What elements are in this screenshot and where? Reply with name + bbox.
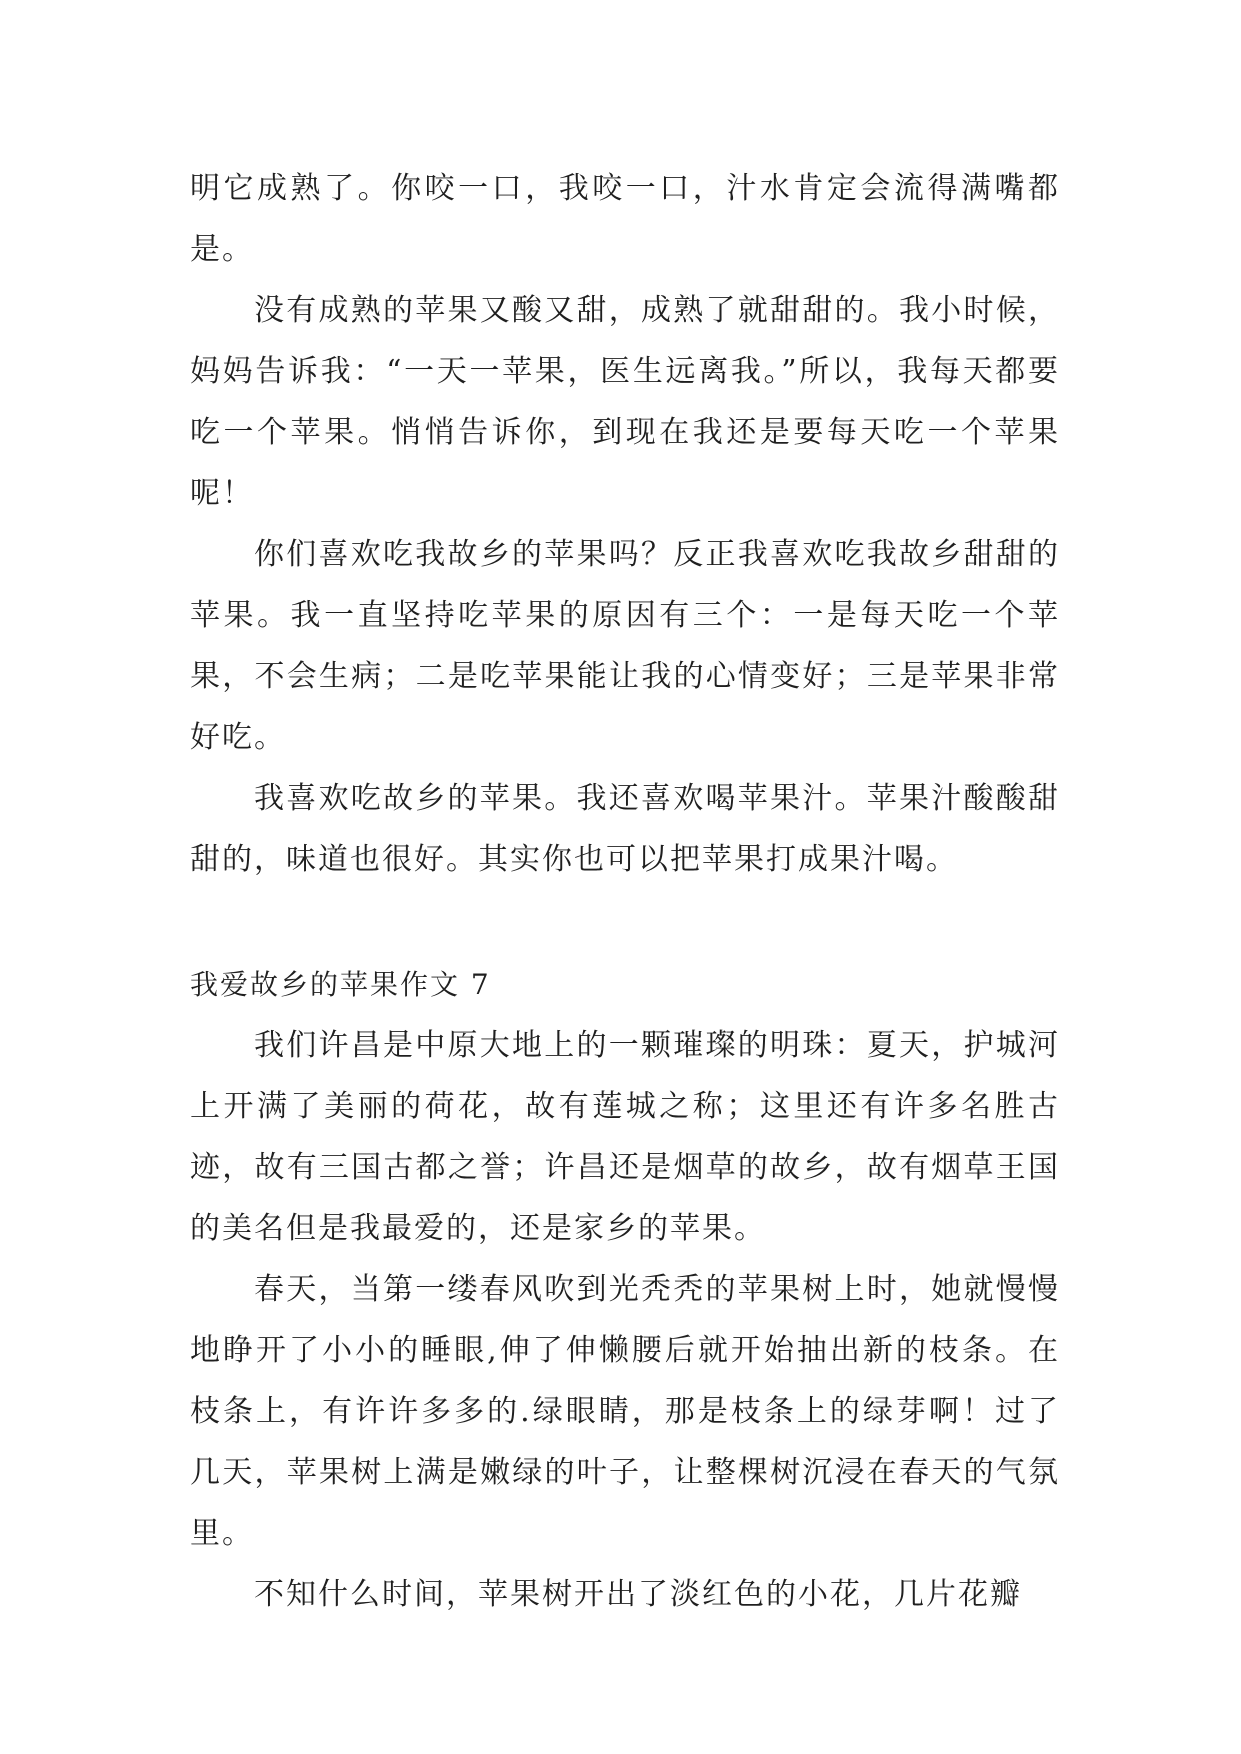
- paragraph: 我喜欢吃故乡的苹果。我还喜欢喝苹果汁。苹果汁酸酸甜甜的，味道也很好。其实你也可以把苹果打成果汁喝。: [190, 781, 1060, 877]
- paragraph: 不知什么时间，苹果树开出了淡红色的小花，几片花瓣: [254, 1577, 1022, 1612]
- paragraph: 明它成熟了。你咬一口，我咬一口，汁水肯定会流得满嘴都是。: [190, 171, 1060, 267]
- paragraph: 我们许昌是中原大地上的一颗璀璨的明珠：夏天，护城河上开满了美丽的荷花，故有莲城之称；这里还有许多名胜古迹，故有三国古都之誉；许昌还是烟草的故乡，故有烟草王国的美名但是我最爱的，还是家乡的苹果。: [190, 1028, 1060, 1246]
- paragraph: 春天，当第一缕春风吹到光秃秃的苹果树上时，她就慢慢地睁开了小小的睡眼,伸了伸懒腰后就开始抽出新的枝条。在枝条上，有许许多多的.绿眼睛，那是枝条上的绿芽啊！过了几天，苹果树上满是嫩绿的叶子，让整棵树沉浸在春天的气氛里。: [190, 1272, 1060, 1551]
- paragraph: 没有成熟的苹果又酸又甜，成熟了就甜甜的。我小时候，妈妈告诉我：“一天一苹果，医生远离我。”所以，我每天都要吃一个苹果。悄悄告诉你，到现在我还是要每天吃一个苹果呢！: [190, 293, 1060, 511]
- document-body: [190, 158, 1060, 1625]
- section-title: 我爱故乡的苹果作文 7: [190, 968, 491, 1001]
- paragraph: 你们喜欢吃我故乡的苹果吗？反正我喜欢吃我故乡甜甜的苹果。我一直坚持吃苹果的原因有三个：一是每天吃一个苹果，不会生病；二是吃苹果能让我的心情变好；三是苹果非常好吃。: [190, 537, 1060, 755]
